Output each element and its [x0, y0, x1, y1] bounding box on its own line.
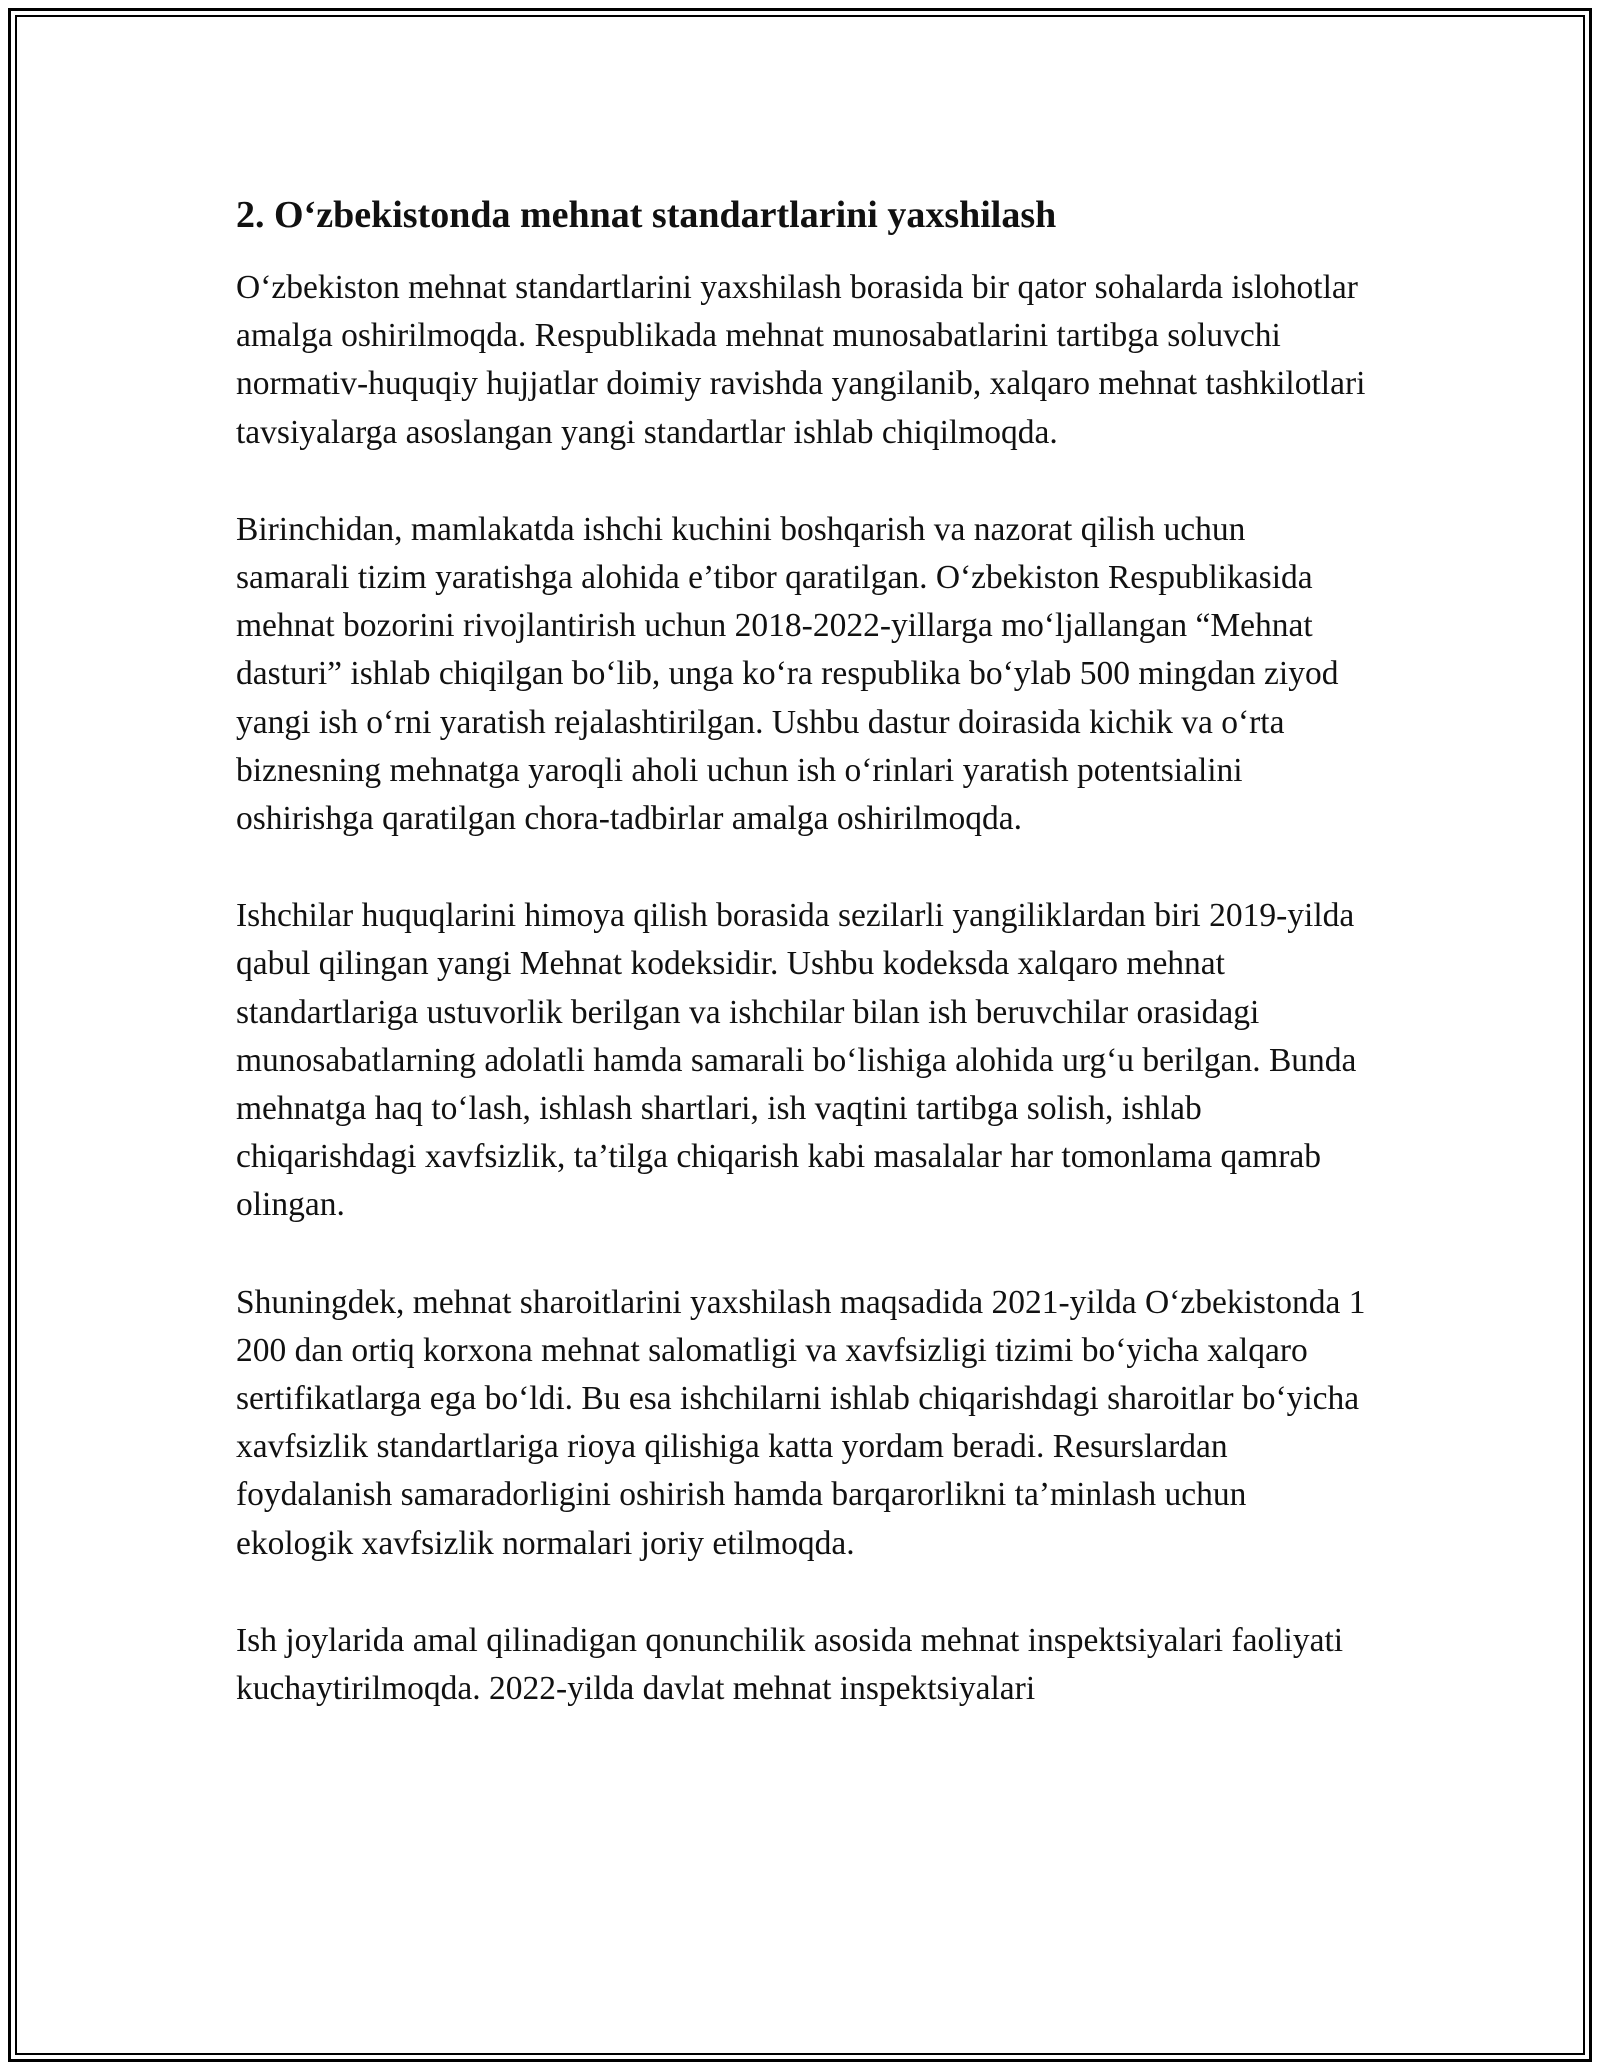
paragraph-labor-program: Birinchidan, mamlakatda ishchi kuchini boshqarish va nazorat qilish uchun samarali tizim yaratishga alohida e’tibor qaratilgan. O‘zbekiston Respublikasida mehnat bozorini rivojlantirish uchun 2018-2022-yillarga mo‘ljallangan “Mehnat dasturi” ishlab chiqilgan bo‘lib, unga ko‘ra respublika bo‘ylab 500 mingdan ziyod yangi ish o‘rni yaratish rejalashtirilgan. Ushbu dastur doirasida kichik va o‘rta biznesning mehnatga yaroqli aholi uchun ish o‘rinlari yaratish potentsialini oshirishga qaratilgan chora-tadbirlar amalga oshirilmoqda.: [236, 510, 1339, 838]
document-body: [236, 190, 1366, 1713]
paragraph-labor-inspections: Ish joylarida amal qilinadigan qonunchilik asosida mehnat inspektsiyalari faoliyati kuchaytirilmoqda. 2022-yilda davlat mehnat inspektsiyalari: [236, 1621, 1344, 1708]
paragraph-labor-code: Ishchilar huquqlarini himoya qilish borasida sezilarli yangiliklardan biri 2019-yilda qabul qilingan yangi Mehnat kodeksidir. Ushbu kodeksda xalqaro mehnat standartlariga ustuvorlik berilgan va ishchilar bilan ish beruvchilar orasidagi munosabatlarning adolatli hamda samarali bo‘lishiga alohida urg‘u berilgan. Bunda mehnatga haq to‘lash, ishlash shartlari, ish vaqtini tartibga solish, ishlab chiqarishdagi xavfsizlik, ta’tilga chiqarish kabi masalalar har tomonlama qamrab olingan.: [236, 897, 1357, 1224]
paragraph-safety-certification: Shuningdek, mehnat sharoitlarini yaxshilash maqsadida 2021-yilda O‘zbekistonda 1 200 dan ortiq korxona mehnat salomatligi va xavfsizligi tizimi bo‘yicha xalqaro sertifikatlarga ega bo‘ldi. Bu esa ishchilarni ishlab chiqarishdagi sharoitlar bo‘yicha xavfsizlik standartlariga rioya qilishiga katta yordam beradi. Resurslardan foydalanish samaradorligini oshirish hamda barqarorlikni ta’minlash uchun ekologik xavfsizlik normalari joriy etilmoqda.: [236, 1283, 1366, 1562]
section-heading: 2. O‘zbekistonda mehnat standartlarini yaxshilash: [236, 194, 1057, 236]
paragraph-intro: O‘zbekiston mehnat standartlarini yaxshilash borasida bir qator sohalarda islohotlar amalga oshirilmoqda. Respublikada mehnat munosabatlarini tartibga soluvchi normativ-huquqiy hujjatlar doimiy ravishda yangilanib, xalqaro mehnat tashkilotlari tavsiyalarga asoslangan yangi standartlar ishlab chiqilmoqda.: [236, 269, 1366, 451]
